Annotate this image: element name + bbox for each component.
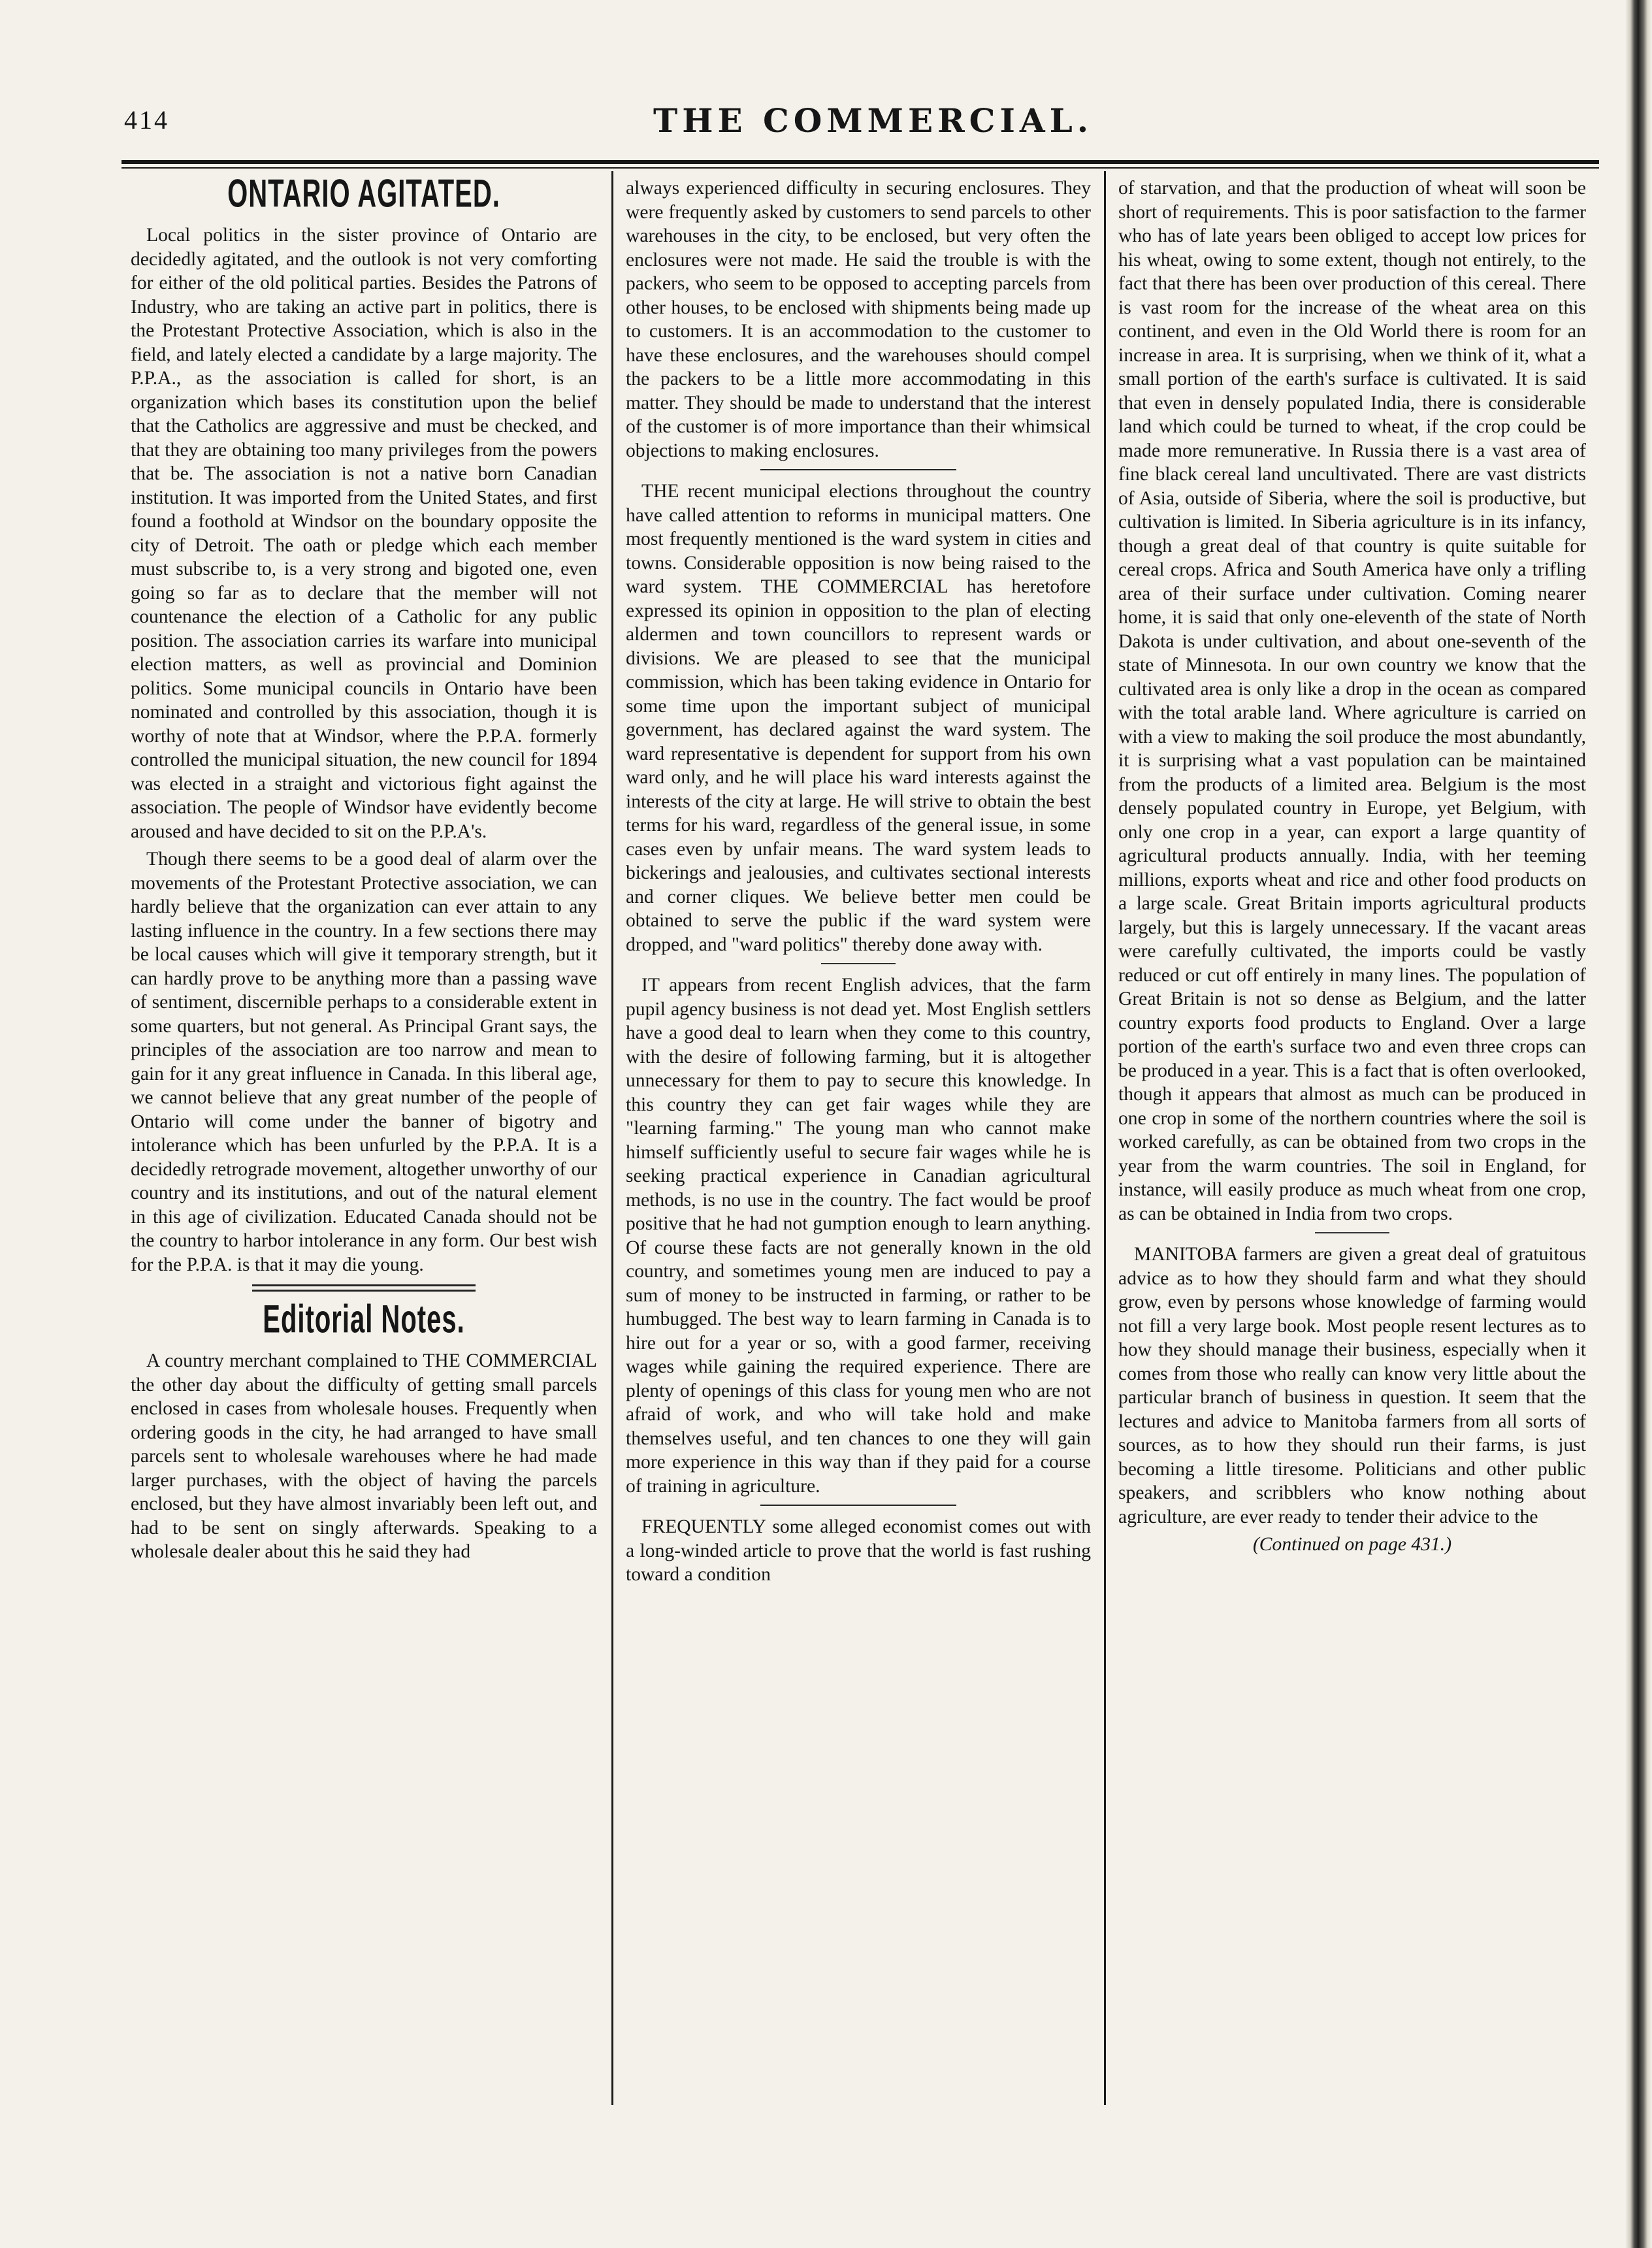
column-divider-1	[611, 171, 613, 2105]
article-paragraph: A country merchant complained to THE COMMERCIAL the other day about the difficulty of getting small parcels enclosed in cases from wholesale houses. Frequently when ordering goods in the city, he had arranged to have small parcels sent to wholesale warehouses where he had made larger purchases, with the object of having the parcels enclosed, but they have almost invariably been left out, and had to be sent on singly afterwards. Speaking to a wholesale dealer about this he said they had	[131, 1350, 597, 1562]
column-1	[131, 172, 597, 1564]
section-separator	[760, 1505, 956, 1506]
article-paragraph: IT appears from recent English advices, that the farm pupil agency business is not dead yet. Most English settlers have a good deal to learn when they come to this country, with the desire of following farming, but it is altogether unnecessary for them to pay to secure this knowledge. In this country they can get fair wages while they are "learning farming." The young man who cannot make himself sufficiently useful to secure fair wages while he is seeking practical experience in Canadian agricultural methods, is no use in the country. The fact would be proof positive that he had not gumption enough to learn anything. Of course these facts are not generally known in the old country, and sometimes young men are induced to pay a sum of money to be instructed in farming, or rather to be humbugged. The best way to learn farming in Canada is to hire out for a year or so, with a good farmer, receiving wages while gaining the required experience. There are plenty of openings of this class for young men who are not afraid of work, and who will take hold and make themselves useful, and ten chances to one they will gain more experience in this way than if they paid for a course of training in agriculture.	[626, 975, 1091, 1497]
masthead-rule-thick	[121, 160, 1599, 164]
page-number: 414	[124, 105, 169, 135]
section-separator	[760, 469, 956, 470]
page-binding-edge	[1625, 0, 1652, 2248]
masthead-title: THE COMMERCIAL.	[653, 101, 1093, 140]
headline-editorial-notes: Editorial Notes.	[263, 1298, 465, 1341]
section-separator	[1315, 1232, 1390, 1233]
article-paragraph: FREQUENTLY some alleged economist comes out with a long-winded article to prove that the world is fast rushing toward a condition	[626, 1516, 1091, 1585]
article-paragraph: MANITOBA farmers are given a great deal of gratuitous advice as to how they should farm and what they should grow, even by persons whose knowledge of farming would not fill a very large book. Most people resent lectures as to how they should manage their business, especially when it comes from those who really can know very little about the particular branch of business in question. It seem that the lectures and advice to Manitoba farmers from all sorts of sources, as to how they should run their farms, is just becoming a little tiresome. Politicians and other public speakers, and scribblers who know nothing about agriculture, are ever ready to tender their advice to the	[1118, 1244, 1586, 1527]
masthead-rule-thin	[121, 167, 1599, 169]
column-2	[626, 176, 1091, 1587]
article-paragraph: always experienced difficulty in securing enclosures. They were frequently asked by customers to send parcels to other warehouses in the city, to be enclosed, but very often the enclosures were not made. He said the trouble is with the packers, who seem to be opposed to accepting parcels from other houses, to be enclosed with shipments being made up to customers. It is an accommodation to the customer to have these enclosures, and the warehouses should compel the packers to be a little more accommodating in this matter. They should be made to understand that the interest of the customer is of more importance than their whimsical objections to making enclosures.	[626, 178, 1091, 461]
column-3	[1118, 176, 1586, 1557]
column-divider-2	[1104, 171, 1106, 2105]
headline-ontario-agitated: ONTARIO AGITATED.	[227, 172, 500, 216]
article-paragraph: of starvation, and that the production of wheat will soon be short of requirements. This is poor satisfaction to the farmer who has of late years been obliged to accept low prices for his wheat, owing to some extent, though not entirely, to the fact that there has been over production of this cereal. There is vast room for the increase of the wheat area on this continent, and even in the Old World there is room for an increase in area. It is surprising, when we think of it, what a small portion of the earth's surface is cultivated. It is said that even in densely populated India, there is considerable land which could be turned to wheat, if the crop could be made more remunerative. In Russia there is a vast area of fine black cereal land uncultivated. There are vast districts of Asia, outside of Siberia, where the soil is productive, but cultivation is limited. In Siberia agriculture is in its infancy, though a great deal of that country is quite suitable for cereal crops. Africa and South America have only a trifling area of their surface under cultivation. Coming nearer home, it is said that only one-eleventh of the state of North Dakota is under cultivation, and about one-seventh of the state of Minnesota. In our own country we know that the cultivated area is only like a drop in the ocean as compared with the total arable land. Where agriculture is carried on with a view to making the soil produce the most abundantly, it is surprising what a vast population can be maintained from the products of a limited area. Belgium is the most densely populated country in Europe, yet Belgium, with only one crop in a year, can export a large quantity of agricultural products annually. India, with her teeming millions, exports wheat and rice and other food products on a large scale. Great Britain imports agricultural products largely, but this is largely unnecessary. If the vacant areas were carefully cultivated, the imports could be vastly reduced or cut off entirely in many lines. The population of Great Britain is not so dense as Belgium, and the latter country exports food products to England. Over a large portion of the earth's surface two and even three crops can be produced in a year. This is a fact that is often overlooked, though it appears that almost as much can be produced in one crop in some of the northern countries where the soil is worked carefully, as can be obtained from two crops in the year from the warm countries. The soil in England, for instance, will easily produce as much wheat from one crop, as can be obtained in India from two crops.	[1118, 178, 1586, 1224]
continued-notice: (Continued on page 431.)	[1252, 1534, 1452, 1555]
section-separator	[252, 1284, 476, 1292]
section-separator	[821, 963, 896, 964]
article-paragraph: THE recent municipal elections throughout the country have called attention to reforms in municipal matters. One most frequently mentioned is the ward system in cities and towns. Considerable opposition is now being raised to the ward system. THE COMMERCIAL has heretofore expressed its opinion in opposition to the plan of electing aldermen and town councillors to represent wards or divisions. We are pleased to see that the municipal commission, which has been taking evidence in Ontario for some time upon the important subject of municipal government, has declared against the ward system. The ward representative is dependent for support from his own ward only, and he will place his ward interests against the interests of the city at large. He will strive to obtain the best terms for his ward, regardless of the general issue, in some cases even by unfair means. The ward system leads to bickerings and jealousies, and cultivates sectional interests and corner cliques. We believe better men could be obtained to serve the public if the ward system were dropped, and "ward politics" thereby done away with.	[626, 481, 1091, 955]
article-paragraph: Though there seems to be a good deal of alarm over the movements of the Protestant Protective association, we can hardly believe that the organization can ever attain to any lasting influence in the country. In a few sections there may be local causes which will give it temporary strength, but it can hardly prove to be anything more than a passing wave of sentiment, discernible perhaps to a considerable extent in some quarters, but not general. As Principal Grant says, the principles of the association are too narrow and mean to gain for it any great influence in Canada. In this liberal age, we cannot believe that any great number of the people of Ontario will come under the banner of bigotry and intolerance which has been unfurled by the P.P.A. It is a decidedly retrograde movement, altogether unworthy of our country and its institutions, and out of the natural element in this age of civilization. Educated Canada should not be the country to harbor intolerance in any form. Our best wish for the P.P.A. is that it may die young.	[131, 849, 597, 1275]
article-paragraph: Local politics in the sister province of Ontario are decidedly agitated, and the outlook is not very comforting for either of the old political parties. Besides the Patrons of Industry, who are taking an active part in politics, there is the Protestant Protective Association, which is also in the field, and lately elected a candidate by a large majority. The P.P.A., as the association is called for short, is an organization which bases its constitution upon the belief that the Catholics are aggressive and must be checked, and that they are obtaining too many privileges from the powers that be. The association is not a native born Canadian institution. It was imported from the United States, and first found a foothold at Windsor on the boundary opposite the city of Detroit. The oath or pledge which each member must subscribe to, is a very strong and bigoted one, even going so far as to declare that the member will not countenance the election of a Catholic for any public position. The association carries its warfare into municipal election matters, as well as provincial and Dominion politics. Some municipal councils in Ontario have been nominated and controlled by this association, though it is worthy of note that at Windsor, where the P.P.A. formerly controlled the municipal situation, the new council for 1894 was elected in a straight and victorious fight against the association. The people of Windsor have evidently become aroused and have decided to sit on the P.P.A's.	[131, 225, 597, 842]
